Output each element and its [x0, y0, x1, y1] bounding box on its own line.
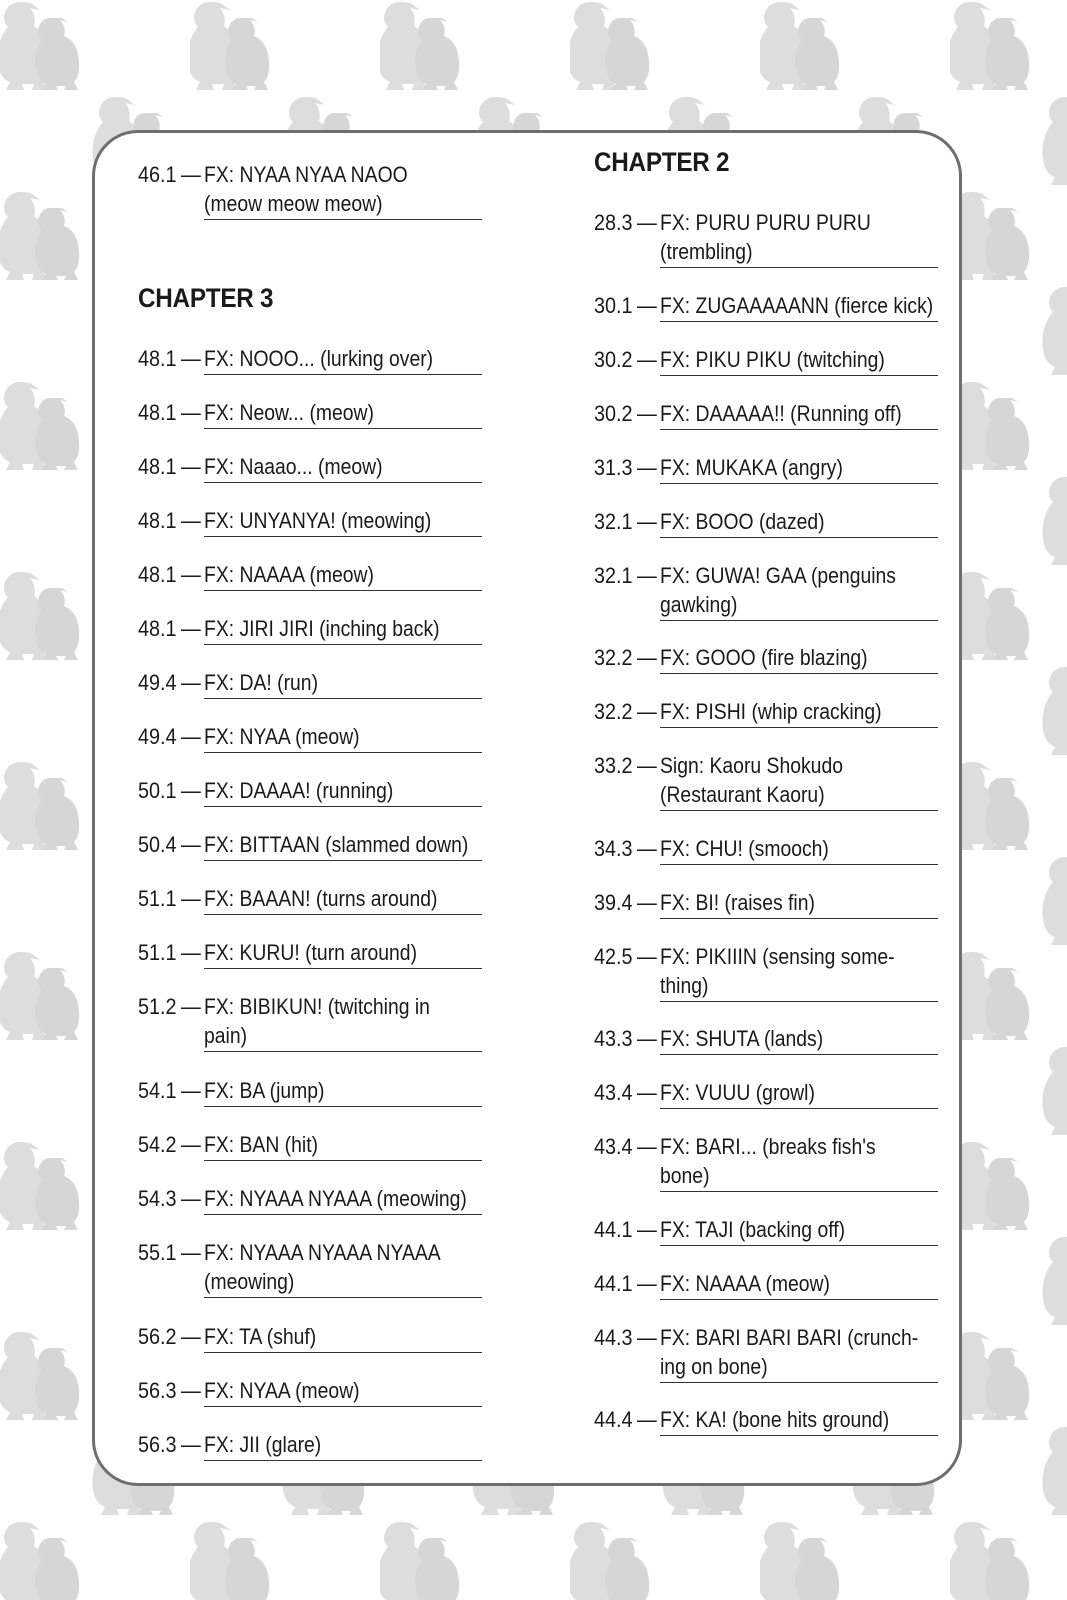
page-panel-ref: 42.5: [594, 943, 633, 969]
dash-separator: —: [180, 940, 201, 965]
chapter-2-heading: CHAPTER 2: [594, 147, 730, 177]
page-panel-ref: 32.1: [594, 562, 633, 588]
page-panel-ref: 51.1: [138, 940, 177, 965]
sound-effect-text: FX: BIBIKUN! (twitching in pain): [204, 994, 430, 1048]
dash-separator: —: [180, 886, 201, 911]
dash-separator: —: [180, 346, 201, 371]
sound-effect-text: FX: BA (jump): [204, 1078, 325, 1103]
page-panel-ref: 56.3: [138, 1378, 177, 1403]
sound-effect-text: FX: TAJI (backing off): [660, 1216, 846, 1242]
dash-separator: —: [180, 778, 201, 803]
sound-effect-text: FX: BITTAAN (slammed down): [204, 832, 469, 857]
dash-separator: —: [636, 889, 657, 915]
dash-separator: —: [180, 1378, 201, 1403]
dash-separator: —: [180, 994, 201, 1019]
dash-separator: —: [180, 1132, 201, 1157]
dash-separator: —: [180, 562, 201, 587]
dash-separator: —: [636, 1270, 657, 1296]
page-panel-ref: 48.1: [138, 616, 177, 641]
page-panel-ref: 48.1: [138, 454, 177, 479]
sound-effect-text: FX: SHUTA (lands): [660, 1026, 824, 1051]
dash-separator: —: [636, 508, 657, 534]
dash-separator: —: [180, 1324, 201, 1349]
page-panel-ref: 31.3: [594, 454, 633, 480]
dash-separator: —: [636, 292, 657, 318]
sound-effect-text: FX: NYAAA NYAAA NYAAA (meowing): [204, 1240, 441, 1294]
page-panel-ref: 43.4: [594, 1134, 633, 1159]
sound-effect-text: FX: GUWA! GAA (penguins gawking): [660, 562, 896, 617]
dash-separator: —: [636, 210, 657, 235]
sound-effect-text: FX: NYAA NYAA NAOO (meow meow meow): [204, 162, 408, 216]
page-panel-ref: 43.4: [594, 1080, 633, 1105]
sound-effect-text: FX: NOOO... (lurking over): [204, 346, 434, 371]
page-panel-ref: 51.1: [138, 886, 177, 911]
fx-glossary-panel: [92, 130, 962, 1486]
page-panel-ref: 30.2: [594, 400, 633, 426]
page-panel-ref: 56.2: [138, 1324, 177, 1349]
page-panel-ref: 54.1: [138, 1078, 177, 1103]
page-panel-ref: 44.1: [594, 1216, 633, 1242]
sound-effect-text: FX: JIRI JIRI (inching back): [204, 616, 440, 641]
sound-effect-text: Sign: Kaoru Shokudo (Restaurant Kaoru): [660, 753, 843, 807]
dash-separator: —: [636, 699, 657, 724]
sound-effect-text: FX: NYAA (meow): [204, 724, 360, 749]
sound-effect-text: FX: BI! (raises fin): [660, 889, 815, 915]
page-panel-ref: 56.3: [138, 1432, 177, 1457]
sound-effect-text: FX: BARI BARI BARI (crunch- ing on bone): [660, 1324, 919, 1379]
dash-separator: —: [180, 1432, 201, 1457]
sound-effect-text: FX: UNYANYA! (meowing): [204, 508, 432, 533]
sound-effect-text: FX: PISHI (whip cracking): [660, 699, 882, 724]
sound-effect-text: FX: PIKU PIKU (twitching): [660, 346, 885, 372]
page-panel-ref: 48.1: [138, 562, 177, 587]
sound-effect-text: FX: DAAAA! (running): [204, 778, 394, 803]
page-panel-ref: 50.1: [138, 778, 177, 803]
sound-effect-text: FX: BAAAN! (turns around): [204, 886, 438, 911]
page-panel-ref: 43.3: [594, 1026, 633, 1051]
dash-separator: —: [636, 1216, 657, 1242]
page-panel-ref: 44.3: [594, 1324, 633, 1350]
dash-separator: —: [636, 1407, 657, 1432]
sound-effect-text: FX: NYAAA NYAAA (meowing): [204, 1186, 467, 1211]
sound-effect-text: FX: KURU! (turn around): [204, 940, 418, 965]
page-panel-ref: 46.1: [138, 162, 177, 187]
page-panel-ref: 32.2: [594, 645, 633, 670]
dash-separator: —: [180, 162, 201, 187]
dash-separator: —: [636, 562, 657, 588]
dash-separator: —: [636, 1134, 657, 1159]
sound-effect-text: FX: KA! (bone hits ground): [660, 1407, 890, 1432]
page-panel-ref: 44.4: [594, 1407, 633, 1432]
dash-separator: —: [180, 616, 201, 641]
page-panel-ref: 34.3: [594, 835, 633, 861]
dash-separator: —: [636, 645, 657, 670]
dash-separator: —: [180, 454, 201, 479]
sound-effect-text: FX: PURU PURU PURU (trembling): [660, 210, 871, 264]
page-panel-ref: 30.1: [594, 292, 633, 318]
sound-effect-text: FX: Neow... (meow): [204, 400, 374, 425]
page-panel-ref: 44.1: [594, 1270, 633, 1296]
dash-separator: —: [636, 346, 657, 372]
sound-effect-text: FX: DAAAAA!! (Running off): [660, 400, 902, 426]
sound-effect-text: FX: GOOO (fire blazing): [660, 645, 868, 670]
page-panel-ref: 48.1: [138, 400, 177, 425]
page-panel-ref: 32.2: [594, 699, 633, 724]
dash-separator: —: [180, 724, 201, 749]
sound-effect-text: FX: NYAA (meow): [204, 1378, 360, 1403]
page-panel-ref: 33.2: [594, 753, 633, 778]
sound-effect-text: FX: JII (glare): [204, 1432, 322, 1457]
sound-effect-text: FX: CHU! (smooch): [660, 835, 829, 861]
sound-effect-text: FX: ZUGAAAAANN (fierce kick): [660, 292, 934, 318]
dash-separator: —: [636, 1324, 657, 1350]
sound-effect-text: FX: NAAAA (meow): [204, 562, 374, 587]
dash-separator: —: [180, 1240, 201, 1265]
page-panel-ref: 32.1: [594, 508, 633, 534]
page-panel-ref: 48.1: [138, 508, 177, 533]
dash-separator: —: [636, 943, 657, 969]
dash-separator: —: [180, 400, 201, 425]
page-panel-ref: 51.2: [138, 994, 177, 1019]
sound-effect-text: FX: PIKIIIN (sensing some- thing): [660, 943, 895, 998]
sound-effect-text: FX: BAN (hit): [204, 1132, 319, 1157]
dash-separator: —: [636, 1080, 657, 1105]
sound-effect-text: FX: BARI... (breaks fish's bone): [660, 1134, 876, 1188]
dash-separator: —: [180, 832, 201, 857]
page-panel-ref: 50.4: [138, 832, 177, 857]
dash-separator: —: [636, 454, 657, 480]
dash-separator: —: [636, 400, 657, 426]
dash-separator: —: [636, 835, 657, 861]
chapter-3-heading: CHAPTER 3: [138, 283, 274, 313]
dash-separator: —: [636, 1026, 657, 1051]
sound-effect-text: FX: BOOO (dazed): [660, 508, 825, 534]
page-panel-ref: 30.2: [594, 346, 633, 372]
page-panel-ref: 54.2: [138, 1132, 177, 1157]
dash-separator: —: [180, 1186, 201, 1211]
page-panel-ref: 39.4: [594, 889, 633, 915]
page-panel-ref: 55.1: [138, 1240, 177, 1265]
page-panel-ref: 28.3: [594, 210, 633, 235]
sound-effect-text: FX: DA! (run): [204, 670, 319, 695]
sound-effect-text: FX: VUUU (growl): [660, 1080, 815, 1105]
sound-effect-text: FX: MUKAKA (angry): [660, 454, 843, 480]
sound-effect-text: FX: TA (shuf): [204, 1324, 317, 1349]
sound-effect-text: FX: NAAAA (meow): [660, 1270, 830, 1296]
dash-separator: —: [180, 670, 201, 695]
sound-effect-text: FX: Naaao... (meow): [204, 454, 383, 479]
dash-separator: —: [180, 1078, 201, 1103]
dash-separator: —: [180, 508, 201, 533]
page-panel-ref: 49.4: [138, 724, 177, 749]
page-panel-ref: 49.4: [138, 670, 177, 695]
page-panel-ref: 54.3: [138, 1186, 177, 1211]
dash-separator: —: [636, 753, 657, 778]
page-panel-ref: 48.1: [138, 346, 177, 371]
